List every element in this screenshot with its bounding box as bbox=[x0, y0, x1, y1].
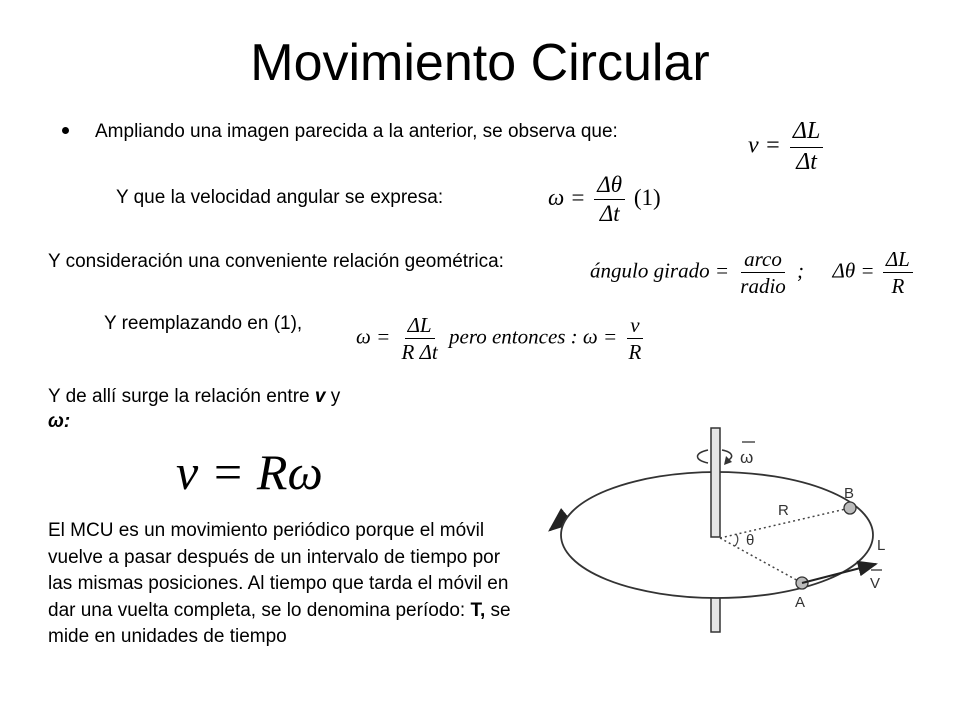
relation-omega: ω: bbox=[48, 411, 71, 432]
relation-text bbox=[48, 384, 398, 434]
formula-velocity-den: Δt bbox=[796, 148, 817, 175]
mcu-period-symbol: T, bbox=[470, 599, 486, 621]
radius-label: R bbox=[778, 502, 789, 519]
relation-prefix: Y de allí surge la relación entre bbox=[48, 386, 315, 407]
formula-replace-mid: pero entonces : ω = bbox=[449, 324, 618, 349]
formula-geometry-den: radio bbox=[740, 274, 786, 299]
formula-omega-lhs: ω = bbox=[548, 185, 586, 211]
page-title: Movimiento Circular bbox=[250, 34, 710, 92]
point-b-marker bbox=[844, 502, 856, 514]
formula-replace-fraction bbox=[399, 313, 441, 364]
formula-omega bbox=[548, 172, 661, 228]
bullet-text: Ampliando una imagen parecida a la anterior, se observa que: bbox=[95, 121, 618, 142]
formula-velocity-num: ΔL bbox=[790, 118, 823, 148]
angular-velocity-text: Y que la velocidad angular se expresa: bbox=[116, 187, 444, 208]
formula-geometry-fraction bbox=[737, 247, 789, 298]
formula-omega-tag: (1) bbox=[633, 185, 661, 211]
formula-replace-lhs: ω = bbox=[356, 324, 391, 349]
formula-relation: v = Rω bbox=[176, 444, 323, 500]
formula-geometry-lhs: ángulo girado = bbox=[590, 258, 730, 283]
formula-omega-fraction bbox=[594, 172, 625, 228]
formula-replace-fraction2 bbox=[625, 313, 644, 364]
formula-geometry bbox=[590, 247, 916, 298]
circular-motion-diagram bbox=[530, 420, 950, 720]
formula-replace-num: ΔL bbox=[405, 313, 435, 339]
point-a-label: A bbox=[795, 594, 806, 611]
point-b-label: B bbox=[844, 485, 855, 502]
mcu-paragraph-tail: se mide en unidades de tiempo bbox=[48, 599, 511, 647]
bullet-marker bbox=[62, 127, 69, 134]
formula-geometry-fraction2 bbox=[883, 247, 913, 298]
formula-geometry-num2: ΔL bbox=[883, 247, 913, 273]
geometric-relation-text: Y consideración una conveniente relación geométrica: bbox=[48, 251, 504, 272]
angle-label: θ bbox=[746, 532, 755, 549]
replace-text: Y reemplazando en (1), bbox=[104, 313, 303, 334]
mcu-paragraph-text: El MCU es un movimiento periódico porque el móvil vuelve a pasar después de un intervalo de tiempo por las mismas posiciones. Al tiempo que tarda el móvil en dar una vuelta completa, se lo denomina período: bbox=[48, 520, 509, 621]
formula-geometry-num: arco bbox=[741, 247, 785, 273]
relation-y: y bbox=[325, 386, 341, 407]
formula-replace bbox=[356, 313, 647, 364]
formula-geometry-den2: R bbox=[891, 274, 905, 299]
formula-replace-den: R Δt bbox=[401, 340, 438, 365]
formula-velocity-lhs: v = bbox=[748, 132, 781, 159]
formula-geometry-lhs2: Δθ = bbox=[832, 258, 875, 283]
formula-omega-den: Δt bbox=[599, 201, 620, 227]
axis-rod-upper bbox=[711, 428, 720, 537]
formula-replace-den2: R bbox=[628, 340, 642, 365]
omega-label: ω bbox=[740, 448, 754, 467]
formula-geometry-sep: ; bbox=[797, 258, 805, 283]
formula-replace-num2: v bbox=[627, 313, 642, 339]
mcu-paragraph bbox=[48, 518, 518, 651]
formula-velocity bbox=[748, 118, 826, 176]
formula-velocity-fraction bbox=[790, 118, 823, 176]
velocity-label: V bbox=[870, 575, 881, 592]
relation-v: v bbox=[314, 386, 326, 407]
arc-length-label: L bbox=[877, 537, 886, 554]
formula-omega-num: Δθ bbox=[594, 172, 625, 200]
